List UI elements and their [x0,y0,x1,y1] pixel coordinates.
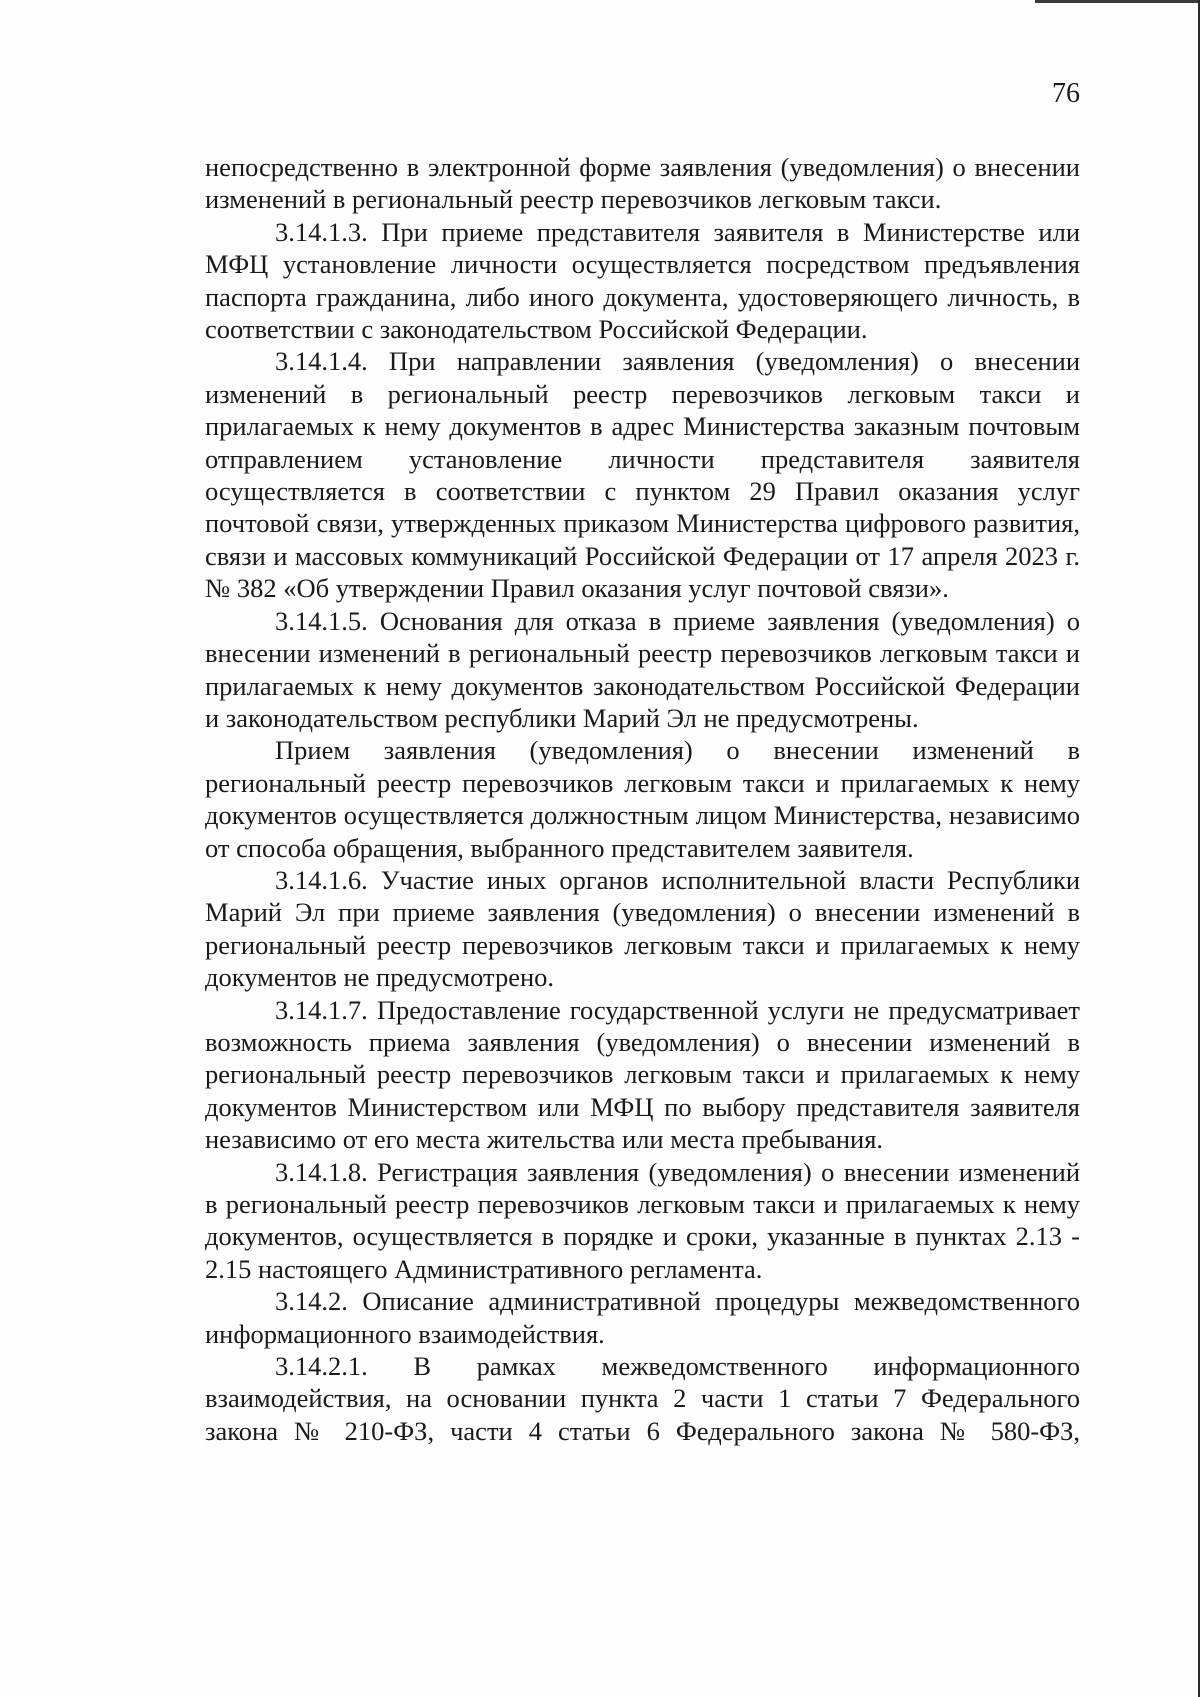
page-number: 76 [1052,78,1080,109]
paragraph-3-14-2-1: 3.14.2.1. В рамках межведомственного информационного взаимодействия, на основании пункта 2 части 1 статьи 7 Федерального закона № 210-ФЗ, части 4 статьи 6 Федерального закона № 580-ФЗ, [205,1351,1080,1446]
paragraph-3-14-1-4: 3.14.1.4. При направлении заявления (уведомления) о внесении изменений в региональный реестр перевозчиков легковым такси и прилагаемых к нему документов в адрес Министерства заказным почтовым отправлением установление личности представителя заявителя осуществляется в соответствии с пунктом 29 Правил оказания услуг почтовой связи, утвержденных приказом Министерства цифрового развития, связи и массовых коммуникаций Российской Федерации от 17 апреля 2023 г. № 382 «Об утверждении Правил оказания услуг почтовой связи». [205,346,1080,604]
document-body [205,151,1080,1447]
paragraph-3-14-1-7: 3.14.1.7. Предоставление государственной услуги не предусматривает возможность приема заявления (уведомления) о внесении изменений в региональный реестр перевозчиков легковым такси и прилагаемых к нему документов Министерством или МФЦ по выбору представителя заявителя независимо от его места жительства или места пребывания. [205,994,1080,1155]
paragraph-3-14-1-3: 3.14.1.3. При приеме представителя заявителя в Министерстве или МФЦ установление личности осуществляется посредством предъявления паспорта гражданина, либо иного документа, удостоверяющего личность, в соответствии с законодательством Российской Федерации. [205,216,1080,345]
paragraph-3-14-1-8: 3.14.1.8. Регистрация заявления (уведомления) о внесении изменений в региональный реестр перевозчиков легковым такси и прилагаемых к нему документов, осуществляется в порядке и сроки, указанные в пунктах 2.13 - 2.15 настоящего Административного регламента. [205,1156,1080,1284]
scan-edge-top [1035,0,1200,3]
paragraph-reception: Прием заявления (уведомления) о внесении изменений в региональный реестр перевозчиков легковым такси и прилагаемых к нему документов осуществляется должностным лицом Министерства, независимо от способа обращения, выбранного представителем заявителя. [205,735,1080,863]
paragraph-3-14-2: 3.14.2. Описание административной процедуры межведомственного информационного взаимодействия. [205,1286,1080,1349]
paragraph-continuation: непосредственно в электронной форме заявления (уведомления) о внесении изменений в региональный реестр перевозчиков легковым такси. [205,152,1080,215]
paragraph-3-14-1-6: 3.14.1.6. Участие иных органов исполнительной власти Республики Марий Эл при приеме заявления (уведомления) о внесении изменений в региональный реестр перевозчиков легковым такси и прилагаемых к нему документов не предусмотрено. [205,864,1080,993]
paragraph-3-14-1-5: 3.14.1.5. Основания для отказа в приеме заявления (уведомления) о внесении изменений в региональный реестр перевозчиков легковым такси и прилагаемых к нему документов законодательством Российской Федерации и законодательством республики Марий Эл не предусмотрены. [205,605,1080,733]
